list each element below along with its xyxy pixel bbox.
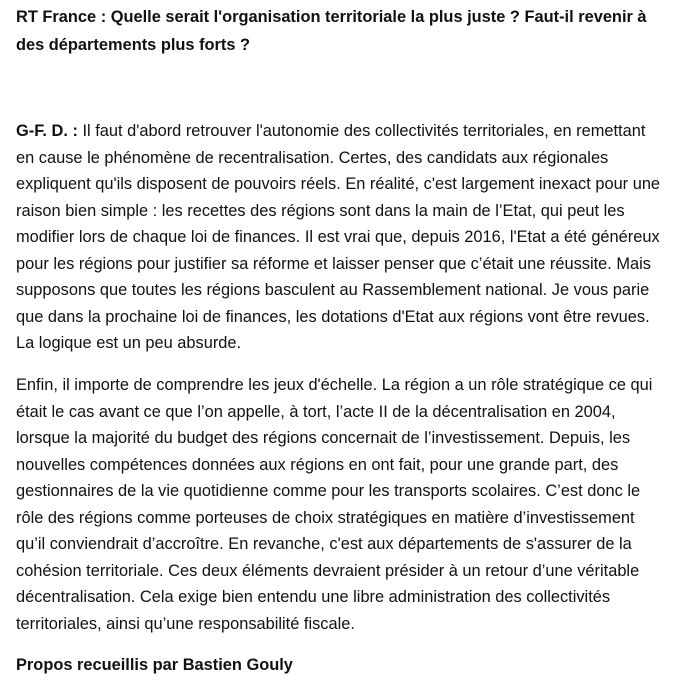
answer-paragraph-1: [16, 118, 668, 357]
answer-paragraph-1-text: Il faut d'abord retrouver l'autonomie des collectivités territoriales, en remettant en cause le phénomène de recentralisation. Certes, des candidats aux régionales expliquent qu'ils disposent de pouvoirs réels. En réalité, c'est largement inexact pour une raison bien simple : les recettes des régions sont dans la main de l’Etat, qui peut les modifier lors de chaque loi de finances. Il est vrai que, depuis 2016, l'Etat a été généreux pour les régions pour justifier sa réforme et laisser penser que c’était une réussite. Mais supposons que toutes les régions basculent au Rassemblement national. Je vous parie que dans la prochaine loi de finances, les dotations d'Etat aux régions vont être revues. La logique est un peu absurde.: [16, 122, 661, 352]
interview-question: RT France : Quelle serait l'organisation territoriale la plus juste ? Faut-il revenir à des départements plus forts ?: [16, 8, 647, 54]
interview-credit: Propos recueillis par Bastien Gouly: [16, 656, 293, 674]
answer-speaker: G-F. D. :: [16, 122, 78, 140]
answer-paragraph-2: Enfin, il importe de comprendre les jeux d'échelle. La région a un rôle stratégique ce qui était le cas avant ce que l’on appelle, à tort, l’acte II de la décentralisation en 2004, lorsque la majorité du budget des régions concernait de l’investissement. Depuis, les nouvelles compétences données aux régions en ont fait, pour une grande part, des gestionnaires de la vie quotidienne comme pour les transports scolaires. C’est donc le rôle des régions comme porteuses de choix stratégiques en matière d’investissement qu’il conviendrait d’accroître. En revanche, c'est aux départements de s'assurer de la cohésion territoriale. Ces deux éléments devraient présider à un retour d’une véritable décentralisation. Cela exige bien entendu une libre administration des collectivités territoriales, ainsi qu’une responsabilité fiscale.: [16, 376, 653, 633]
